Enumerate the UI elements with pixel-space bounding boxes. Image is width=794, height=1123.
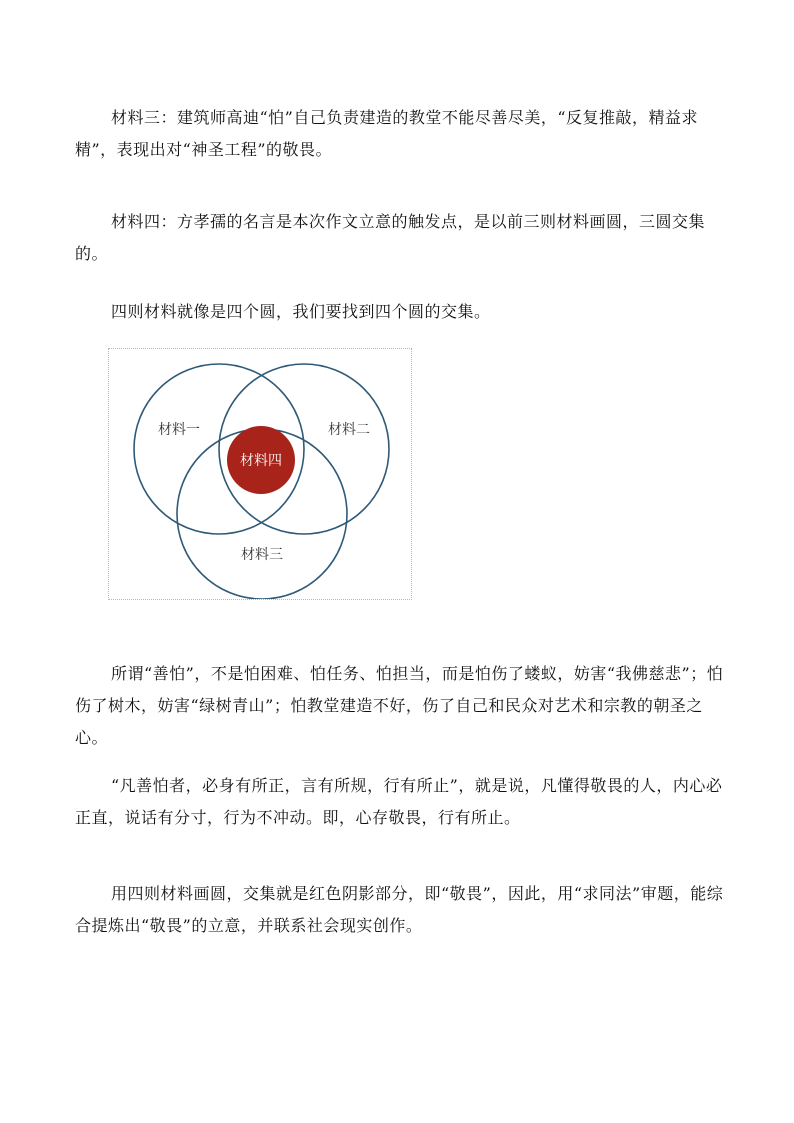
venn-diagram	[108, 348, 412, 600]
paragraph-four-circles: 四则材料就像是四个圆，我们要找到四个圆的交集。	[111, 302, 491, 321]
paragraph-good-fear: 所谓“善怕”，不是怕困难、怕任务、怕担当，而是怕伤了蝼蚁，妨害“我佛慈悲”；怕伤了树木，妨害“绿树青山”；怕教堂建造不好，伤了自己和民众对艺术和宗教的朝圣之心。	[75, 664, 724, 747]
label-material-four: 材料四	[240, 453, 282, 469]
paragraph-conclusion: 用四则材料画圆，交集就是红色阴影部分，即“敬畏”，因此，用“求同法”审题，能综合提炼出“敬畏”的立意，并联系社会现实创作。	[75, 884, 724, 935]
paragraph-material-four: 材料四：方孝孺的名言是本次作文立意的触发点，是以前三则材料画圆，三圆交集的。	[75, 212, 706, 263]
paragraph-quote-explanation: “凡善怕者，必身有所正，言有所规，行有所止”，就是说，凡懂得敬畏的人，内心必正直，说话有分寸，行为不冲动。即，心存敬畏，行有所止。	[75, 776, 723, 827]
label-material-one: 材料一	[158, 422, 200, 438]
paragraph-material-three: 材料三：建筑师高迪“怕”自己负责建造的教堂不能尽善尽美，“反复推敲，精益求精”，表现出对“神圣工程”的敬畏。	[75, 108, 699, 159]
label-material-three: 材料三	[241, 547, 283, 563]
label-material-two: 材料二	[328, 422, 370, 438]
venn-diagram-svg	[109, 349, 411, 599]
